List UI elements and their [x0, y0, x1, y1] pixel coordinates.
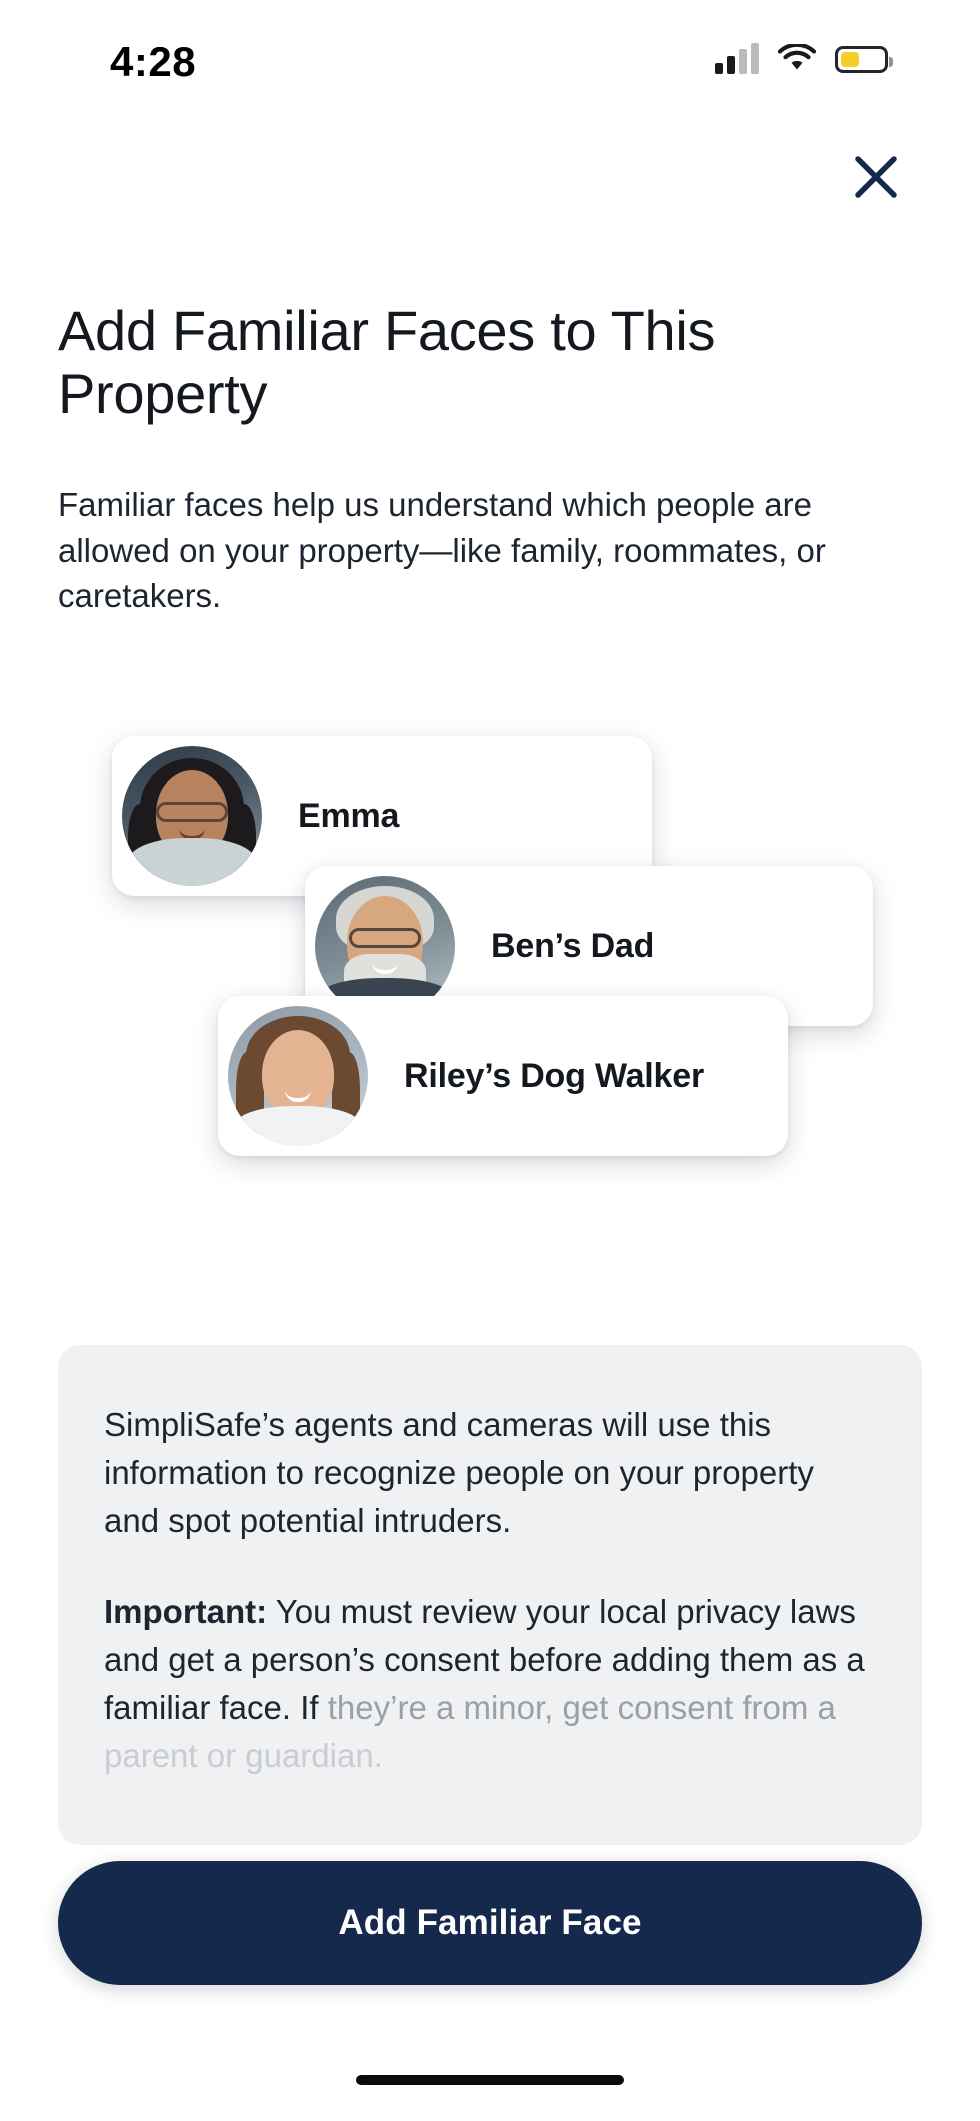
familiar-face-name: Riley’s Dog Walker	[404, 1056, 704, 1095]
battery-icon	[835, 46, 888, 73]
avatar	[228, 1006, 368, 1146]
important-text-faded-2: parent or guardian.	[104, 1737, 383, 1775]
home-indicator	[356, 2075, 624, 2085]
info-paragraph-important	[104, 1588, 876, 1781]
important-text-faded: they’re a minor, get consent from a	[327, 1688, 836, 1726]
status-indicators	[715, 44, 888, 74]
info-paragraph-usage: SimpliSafe’s agents and cameras will use this information to recognize people on your property and spot potential intruders.	[104, 1406, 814, 1540]
wifi-icon	[777, 44, 817, 74]
familiar-faces-illustration	[0, 718, 980, 1218]
familiar-face-name: Emma	[298, 796, 400, 835]
status-time: 4:28	[110, 38, 197, 85]
status-bar	[0, 0, 980, 120]
avatar	[122, 746, 262, 886]
page-title: Add Familiar Faces to This Property	[58, 299, 716, 425]
important-label: Important:	[104, 1592, 268, 1630]
familiar-face-name: Ben’s Dad	[491, 926, 655, 965]
info-panel[interactable]	[58, 1345, 922, 1845]
cellular-signal-icon	[715, 44, 759, 74]
avatar	[315, 876, 455, 1016]
add-familiar-face-button[interactable]: Add Familiar Face	[58, 1861, 922, 1985]
close-icon[interactable]	[844, 145, 908, 209]
familiar-face-card[interactable]	[218, 996, 788, 1156]
page-subtitle: Familiar faces help us understand which people are allowed on your property—like family, roommates, or caretakers.	[58, 486, 826, 615]
important-text: You must review your local privacy laws and get a person’s consent before adding them as a familiar face. If	[104, 1592, 865, 1726]
